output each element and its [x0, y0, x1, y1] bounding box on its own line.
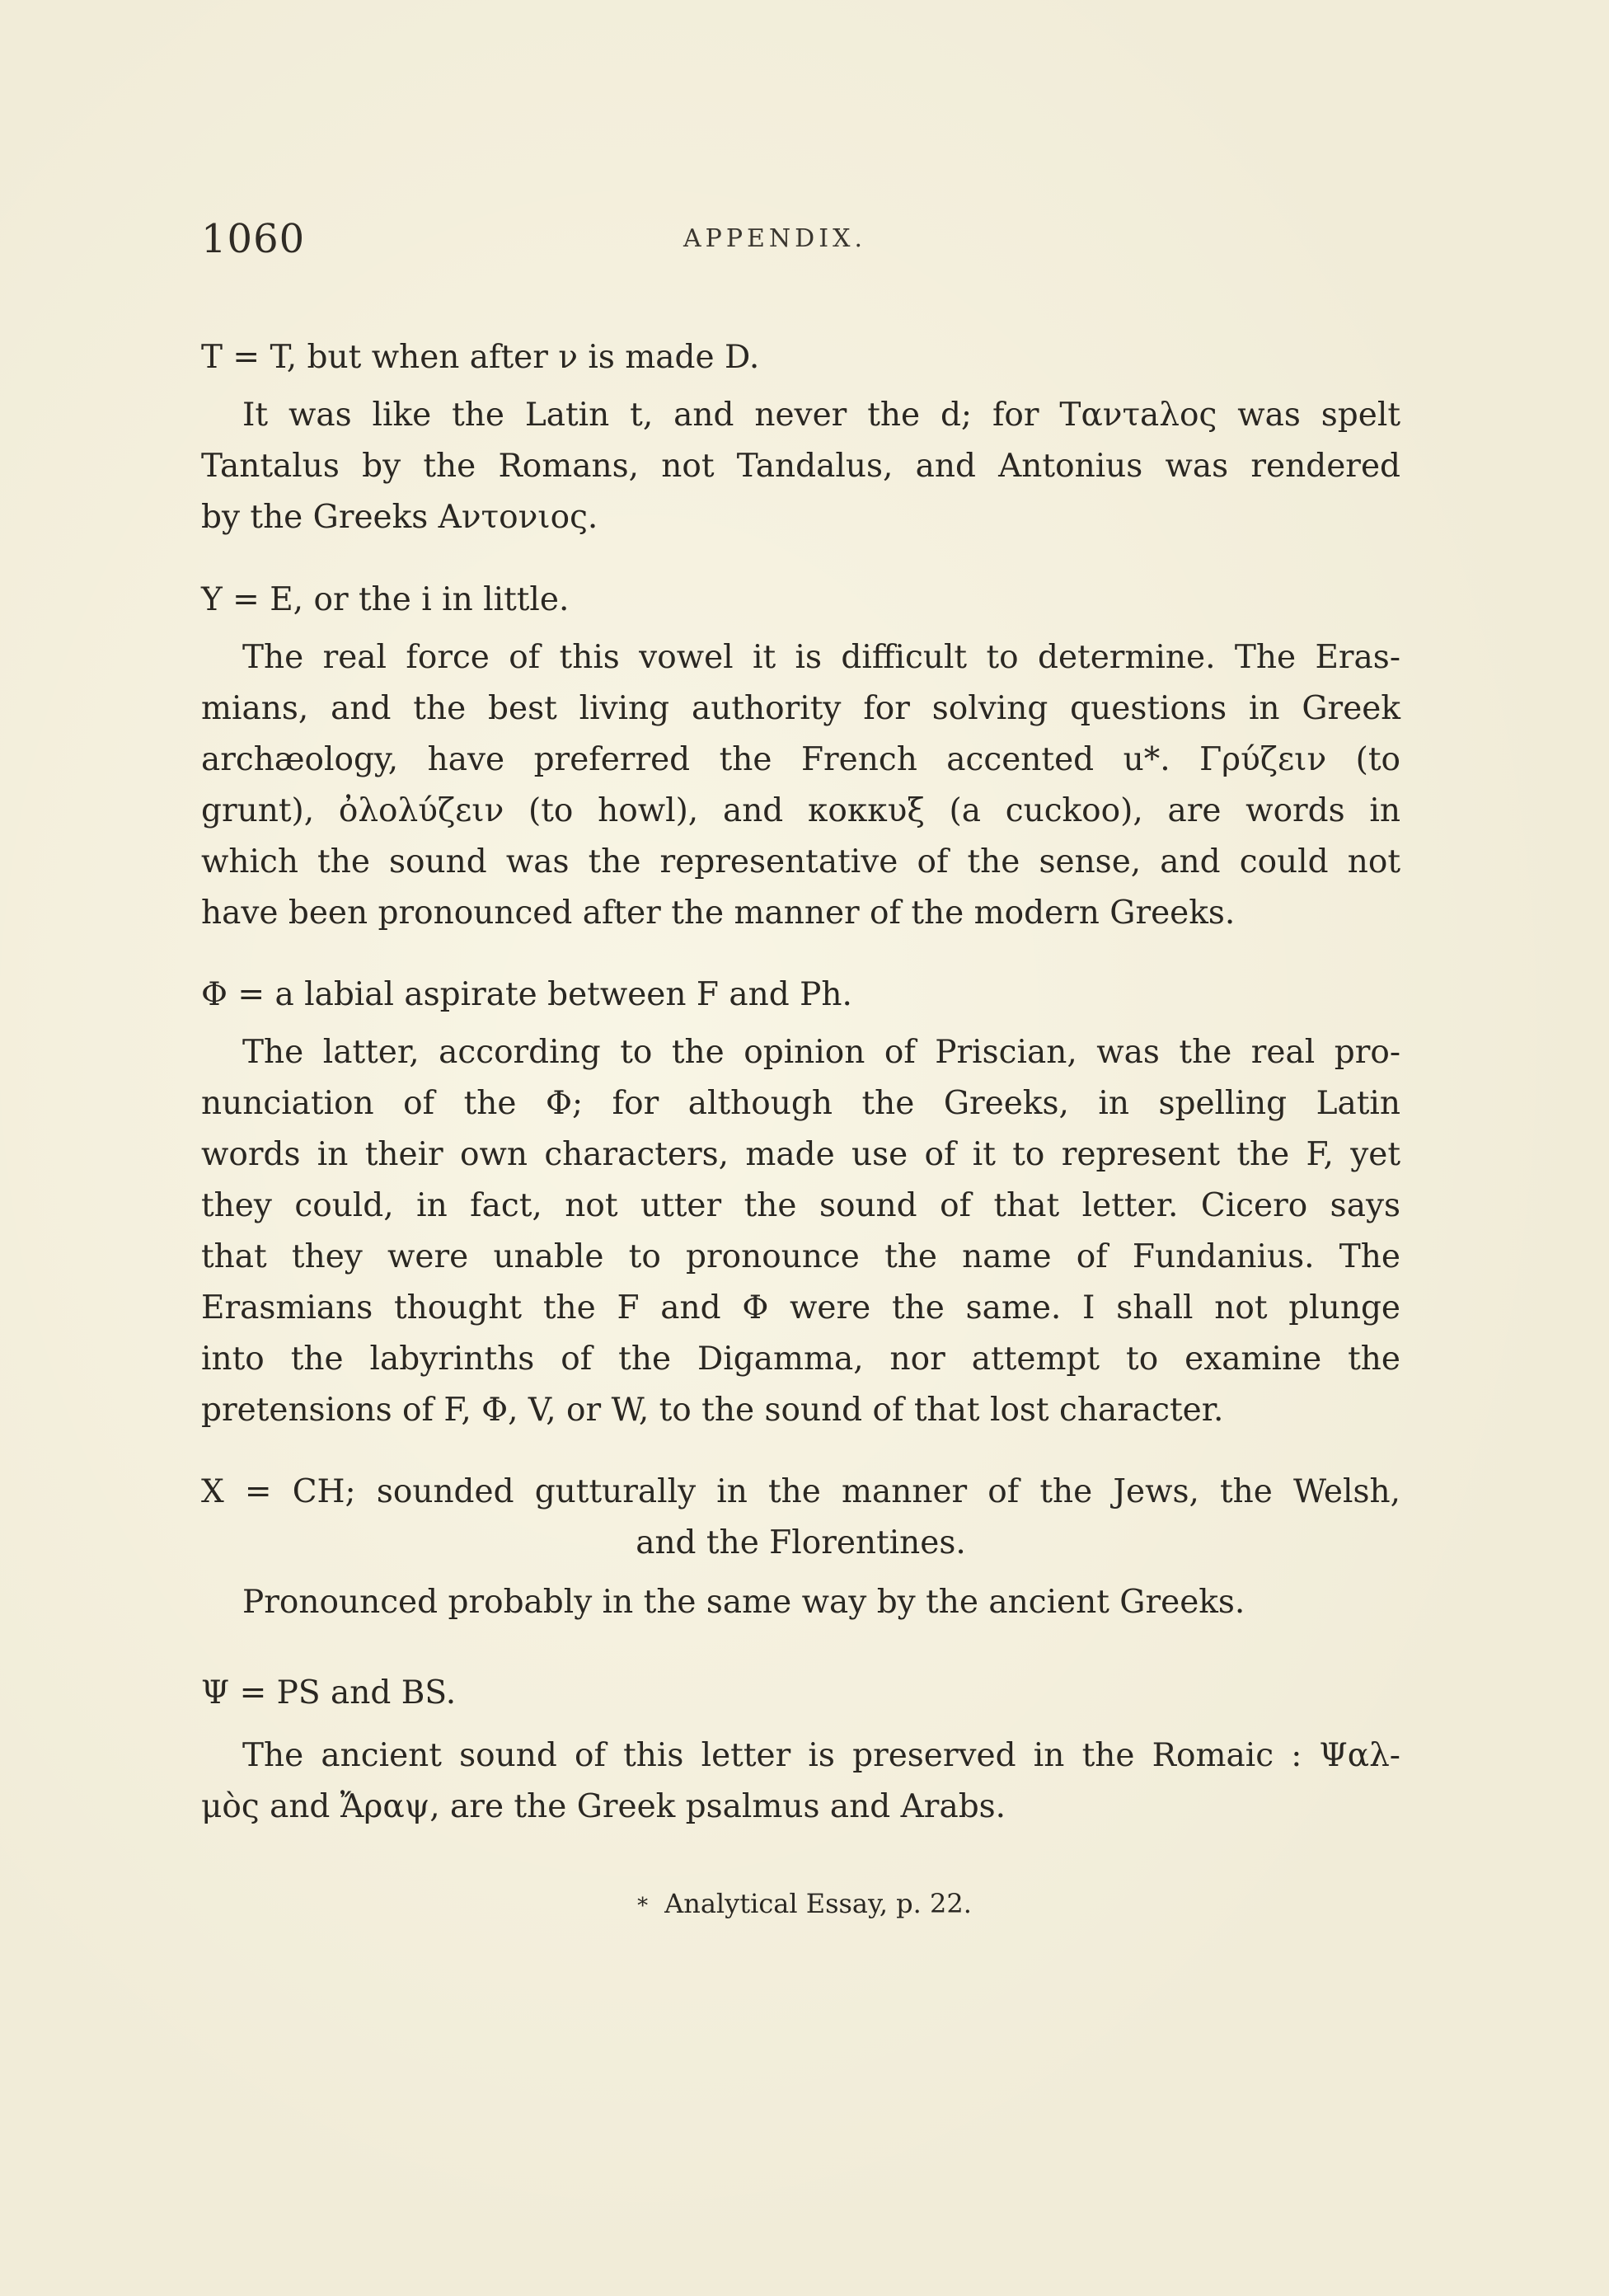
phi-section — [201, 970, 1400, 1436]
upsilon-line-4: grunt), ὀλολύζειν (to howl), and κοκκυξ (a cuckoo), are words in — [201, 792, 1400, 829]
tau-line-1: It was like the Latin t, and never the d; for Ταντaλος was spelt — [242, 397, 1400, 434]
upsilon-line-1: The real force of this vowel it is difficult to determine. The Eras- — [242, 639, 1400, 676]
upsilon-heading: Υ = E, or the i in little. — [201, 581, 570, 618]
footnote-mark: * — [637, 1894, 649, 1918]
chi-line-1: Pronounced probably in the same way by the ancient Greeks. — [242, 1584, 1245, 1621]
psi-heading: Ψ = PS and BS. — [201, 1674, 457, 1711]
tau-line-3: by the Greeks Αντονιος. — [201, 499, 598, 536]
tau-line-2: Tantalus by the Romans, not Tandalus, and Antonius was rendered — [201, 448, 1400, 485]
phi-line-2: nunciation of the Φ; for although the Greeks, in spelling Latin — [201, 1085, 1400, 1122]
phi-line-3: words in their own characters, made use of it to represent the F, yet — [201, 1136, 1400, 1173]
phi-line-5: that they were unable to pronounce the name of Fundanius. The — [201, 1238, 1400, 1275]
phi-line-7: into the labyrinths of the Digamma, nor attempt to examine the — [201, 1341, 1400, 1378]
phi-line-4: they could, in fact, not utter the sound of that letter. Cicero says — [201, 1187, 1400, 1224]
upsilon-line-3: archæology, have preferred the French accented u*. Γρύζειν (to — [201, 741, 1400, 778]
psi-line-1: The ancient sound of this letter is preserved in the Romaic : Ψαλ- — [242, 1737, 1400, 1774]
upsilon-line-6: have been pronounced after the manner of the modern Greeks. — [201, 894, 1236, 932]
footnote-text: Analytical Essay, p. 22. — [664, 1888, 972, 1919]
phi-heading: Φ = a labial aspirate between F and Ph. — [201, 976, 852, 1013]
upsilon-line-2: mians, and the best living authority for solving questions in Greek — [201, 690, 1400, 727]
phi-line-6: Erasmians thought the F and Φ were the same. I shall not plunge — [201, 1289, 1400, 1326]
running-head: APPENDIX. — [683, 224, 866, 253]
phi-line-1: The latter, according to the opinion of Priscian, was the real pro- — [242, 1034, 1400, 1071]
chi-heading-line-2: and the Florentines. — [636, 1524, 966, 1561]
upsilon-section — [201, 575, 1400, 939]
tau-section — [201, 332, 1400, 543]
footnote — [0, 1888, 1609, 1919]
psi-line-2: μὸς and Ἄραψ, are the Greek psalmus and Arabs. — [201, 1788, 1006, 1825]
phi-line-8: pretensions of F, Φ, V, or W, to the sound of that lost character. — [201, 1392, 1224, 1429]
chi-section — [201, 1467, 1400, 1628]
tau-heading: T = T, but when after ν is made D. — [201, 339, 760, 376]
upsilon-line-5: which the sound was the representative of the sense, and could not — [201, 843, 1400, 880]
page-number: 1060 — [201, 216, 306, 262]
psi-section — [201, 1668, 1400, 1833]
chi-heading-line-1: X = CH; sounded gutturally in the manner of the Jews, the Welsh, — [201, 1473, 1400, 1510]
page-header — [201, 216, 1421, 265]
